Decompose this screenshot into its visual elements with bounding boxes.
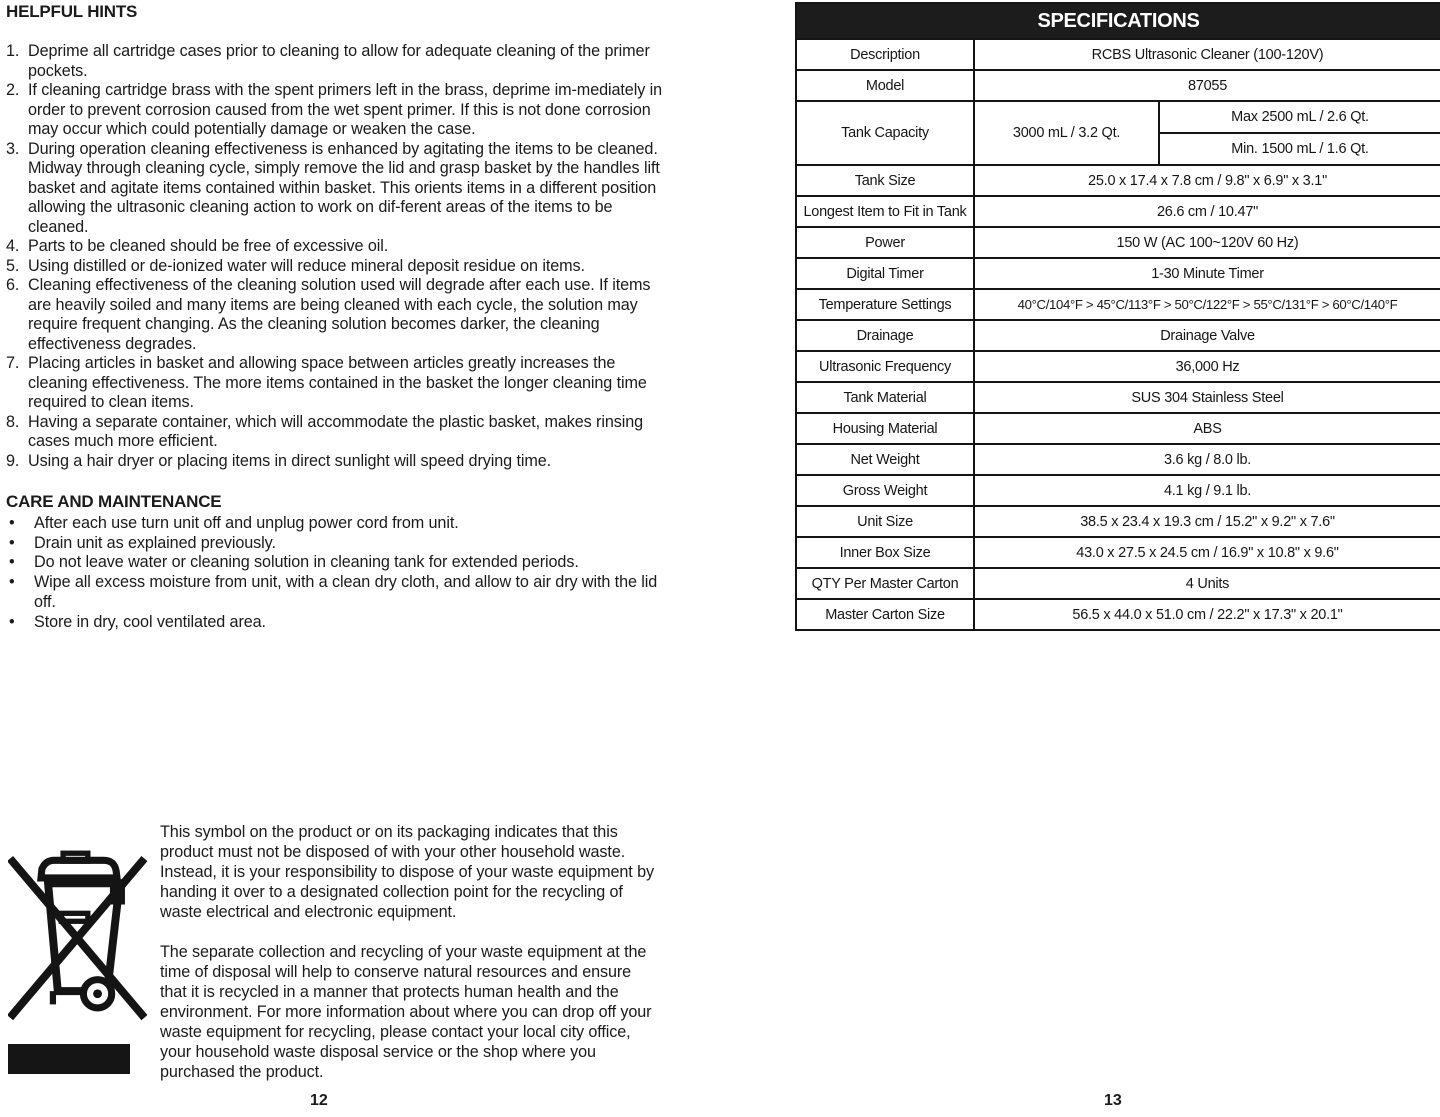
row-label: Net Weight [797, 445, 975, 474]
row-label: Tank Capacity [797, 102, 975, 164]
spec-row-net-weight [797, 443, 1440, 474]
list-text: Wipe all excess moisture from unit, with a clean dry cloth, and allow to air dry with the lid off. [34, 573, 658, 611]
row-value: ABS [1193, 420, 1222, 437]
list-item [6, 514, 662, 534]
crossed-out-wheelie-bin-icon [8, 832, 150, 1030]
row-value: 3000 mL / 3.2 Qt. [975, 102, 1160, 164]
row-value: 40°C/104°F > 45°C/113°F > 50°C/122°F > 55°C/131°F > 60°C/140°F [1017, 297, 1398, 312]
spec-row-tank-capacity [797, 100, 1440, 164]
list-item [6, 613, 662, 633]
list-item [6, 257, 662, 277]
row-label: Drainage [797, 321, 975, 350]
row-value: 4.1 kg / 9.1 lb. [1163, 482, 1252, 499]
row-label: Digital Timer [797, 259, 975, 288]
spec-row-qty-per-master-carton [797, 567, 1440, 598]
row-label: Model [797, 71, 975, 100]
list-text: Using a hair dryer or placing items in direct sunlight will speed drying time. [28, 451, 552, 470]
weee-black-bar [8, 1044, 130, 1074]
spec-row-inner-box-size [797, 536, 1440, 567]
spec-row-model [797, 69, 1440, 100]
table-title: SPECIFICATIONS [797, 4, 1440, 38]
spec-row-longest-item [797, 195, 1440, 226]
row-label: Ultrasonic Frequency [797, 352, 975, 381]
list-text: Using distilled or de-ionized water will reduce mineral deposit residue on items. [28, 256, 585, 275]
row-label: Housing Material [797, 414, 975, 443]
row-label: Master Carton Size [797, 600, 975, 629]
spec-row-digital-timer [797, 257, 1440, 288]
list-text: Deprime all cartridge cases prior to cleaning to allow for adequate cleaning of the primer pockets. [28, 42, 650, 80]
row-label: Temperature Settings [797, 290, 975, 319]
row-value: 25.0 x 17.4 x 7.8 cm / 9.8" x 6.9" x 3.1" [1088, 172, 1327, 189]
row-label: Longest Item to Fit in Tank [797, 197, 975, 226]
row-value: 150 W (AC 100~120V 60 Hz) [1116, 234, 1299, 251]
list-item [6, 140, 662, 238]
row-value: 87055 [1187, 77, 1228, 94]
row-value: RCBS Ultrasonic Cleaner (100-120V) [1091, 46, 1324, 63]
weee-paragraph: This symbol on the product or on its packaging indicates that this product must not be disposed of with your other household waste. Instead, it is your responsibility to dispose of your waste equipment by handing it over to a designated collection point for the recycling of waste electrical and electronic equipment. [160, 823, 654, 921]
list-number: 4. [6, 237, 20, 255]
list-item [6, 573, 662, 612]
list-number: 6. [6, 276, 20, 294]
row-label: QTY Per Master Carton [797, 569, 975, 598]
list-item [6, 553, 662, 573]
helpful-hints-heading: HELPFUL HINTS [6, 2, 138, 21]
list-text: If cleaning cartridge brass with the spent primers left in the brass, deprime im-mediately in order to prevent corrosion caused from the wet spent primer. If this is not done corrosion may occur which could potentially damage or weaken the case. [28, 81, 662, 138]
bullet-icon: • [9, 553, 15, 572]
tank-capacity-subcolumn [1160, 102, 1440, 164]
spec-row-ultrasonic-frequency [797, 350, 1440, 381]
row-value: 26.6 cm / 10.47" [1156, 203, 1259, 220]
weee-text [160, 818, 662, 1082]
row-label: Gross Weight [797, 476, 975, 505]
list-number: 5. [6, 256, 20, 275]
spec-row-description [797, 38, 1440, 69]
spec-row-tank-material [797, 381, 1440, 412]
bullet-icon: • [9, 573, 15, 592]
row-value: 38.5 x 23.4 x 19.3 cm / 15.2" x 9.2" x 7.6" [1080, 513, 1335, 530]
weee-artwork [8, 818, 160, 1082]
row-label: Description [797, 40, 975, 69]
row-value: 36,000 Hz [1175, 358, 1240, 375]
list-number: 1. [6, 42, 20, 60]
row-value: Drainage Valve [1160, 327, 1255, 344]
list-number: 3. [6, 139, 20, 158]
list-text: Drain unit as explained previously. [34, 533, 276, 552]
spec-row-power [797, 226, 1440, 257]
row-value: 3.6 kg / 8.0 lb. [1163, 451, 1252, 468]
list-text: Do not leave water or cleaning solution in cleaning tank for extended periods. [34, 553, 579, 572]
bullet-icon: • [9, 514, 15, 532]
row-value: SUS 304 Stainless Steel [1131, 389, 1284, 406]
specifications-table [795, 2, 1440, 631]
list-item [6, 534, 662, 554]
row-label: Tank Size [797, 166, 975, 195]
row-value-min: Min. 1500 mL / 1.6 Qt. [1160, 132, 1440, 164]
row-label: Unit Size [797, 507, 975, 536]
bullet-icon: • [9, 612, 15, 631]
list-item [6, 413, 662, 452]
spec-row-drainage [797, 319, 1440, 350]
spec-row-unit-size [797, 505, 1440, 536]
row-value: 4 Units [1185, 575, 1230, 592]
care-maintenance-list [6, 514, 662, 632]
list-text: Store in dry, cool ventilated area. [34, 612, 266, 631]
care-maintenance-heading: CARE AND MAINTENANCE [6, 492, 222, 511]
list-item [6, 276, 662, 354]
list-item [6, 354, 662, 413]
list-text: Having a separate container, which will accommodate the plastic basket, makes rinsing cases much more efficient. [28, 412, 644, 450]
list-text: Placing articles in basket and allowing space between articles greatly increases the cleaning effectiveness. The more items contained in the basket the longer cleaning time required to clean items. [28, 354, 647, 411]
list-text: After each use turn unit off and unplug power cord from unit. [34, 514, 459, 532]
row-label: Tank Material [797, 383, 975, 412]
row-value: 1-30 Minute Timer [1151, 265, 1264, 282]
list-item [6, 237, 662, 257]
left-page [6, 0, 662, 632]
row-value-max: Max 2500 mL / 2.6 Qt. [1231, 109, 1369, 125]
list-item [6, 42, 662, 81]
list-item [6, 452, 662, 472]
list-text: Parts to be cleaned should be free of excessive oil. [28, 237, 389, 255]
list-number: 2. [6, 81, 20, 99]
spec-row-tank-size [797, 164, 1440, 195]
weee-disposal-block [8, 818, 662, 1082]
row-label: Inner Box Size [797, 538, 975, 567]
row-value: 56.5 x 44.0 x 51.0 cm / 22.2" x 17.3" x 20.1" [1072, 606, 1343, 623]
bullet-icon: • [9, 533, 15, 552]
spec-row-temperature-settings [797, 288, 1440, 319]
list-number: 7. [6, 354, 20, 372]
page-number-right: 13 [1104, 1092, 1122, 1109]
row-label: Power [797, 228, 975, 257]
spec-row-master-carton-size [797, 598, 1440, 629]
page-number-left: 12 [310, 1092, 328, 1109]
list-item [6, 81, 662, 140]
spec-row-gross-weight [797, 474, 1440, 505]
helpful-hints-list [6, 42, 662, 471]
list-text: During operation cleaning effectiveness is enhanced by agitating the items to be cleaned. Midway through cleaning cycle, simply remove the lid and grasp basket by the handles lift basket and agitate items contained within basket. This orients items in a different position allowing the ultrasonic cleaning action to work on dif-ferent areas of the items to be cleaned. [28, 139, 660, 236]
weee-paragraph: The separate collection and recycling of your waste equipment at the time of disposal will help to conserve natural resources and ensure that it is recycled in a manner that protects human health and the environment. For more information about where you can drop off your waste equipment for recycling, please contact your local city office, your household waste disposal service or the shop where you purchased the product. [160, 943, 652, 1081]
list-number: 9. [6, 451, 20, 470]
row-value: 43.0 x 27.5 x 24.5 cm / 16.9" x 10.8" x 9.6" [1076, 544, 1339, 561]
spec-row-housing-material [797, 412, 1440, 443]
list-number: 8. [6, 412, 20, 431]
list-text: Cleaning effectiveness of the cleaning solution used will degrade after each use. If items are heavily soiled and many items are being cleaned with each cycle, the solution may require frequent changing. As the cleaning solution becomes darker, the cleaning effectiveness degrades. [28, 276, 651, 353]
